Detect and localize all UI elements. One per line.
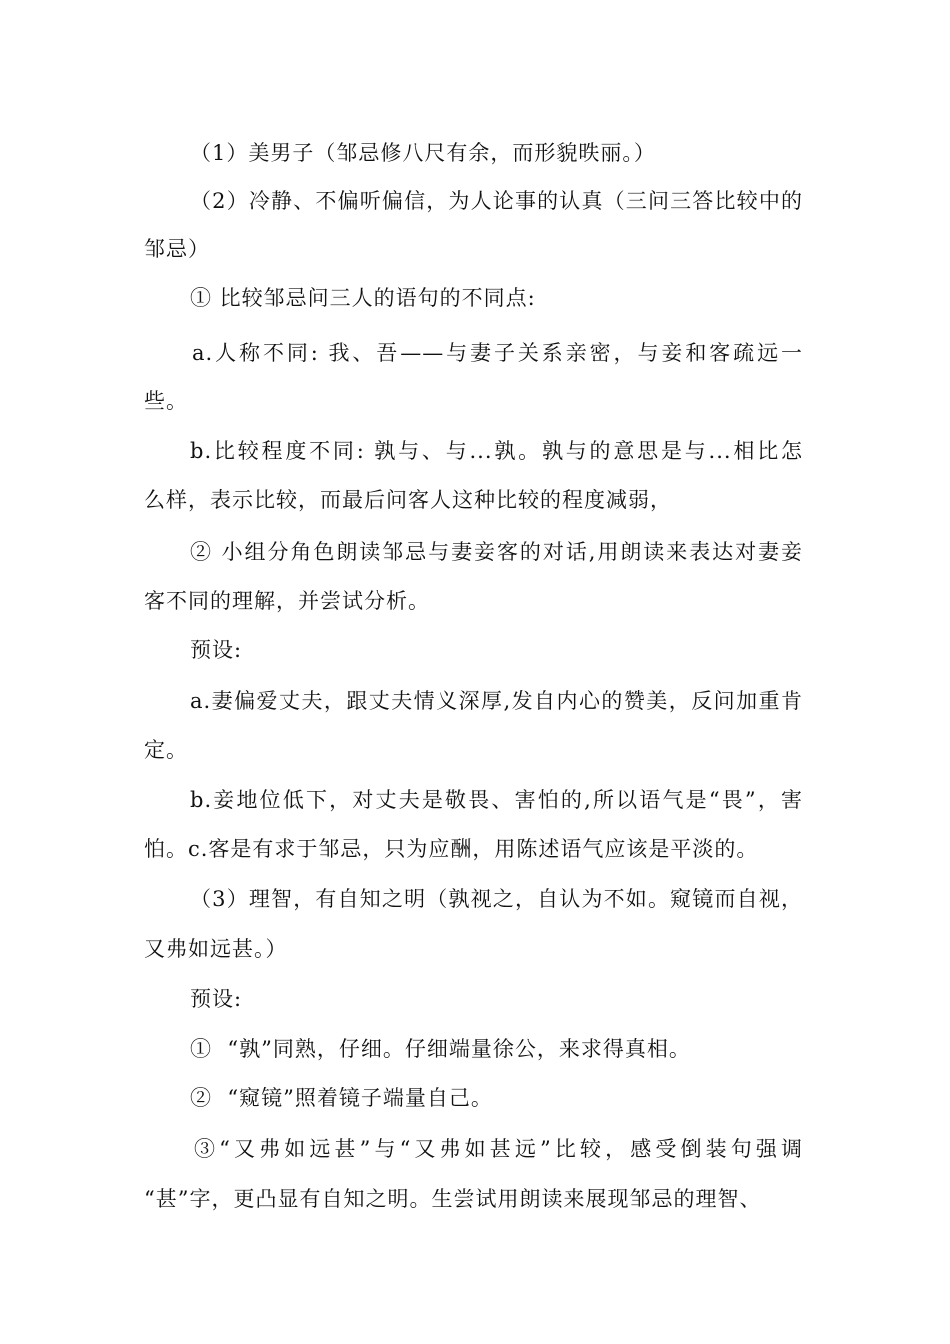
text-line-10: 客不同的理解，并尝试分析。 [144, 589, 430, 613]
text-line-1: （1）美男子（邹忌修八尺有余，而形貌昳丽。） [190, 141, 656, 165]
text-line-9: ② 小组分角色朗读邹忌与妻妾客的对话,用朗读来表达对妻妾 [190, 540, 803, 564]
text-line-20: ② “窥镜”照着镜子端量自己。 [190, 1086, 493, 1110]
text-line-12: a.妻偏爱丈夫，跟丈夫情义深厚,发自内心的赞美，反问加重肯 [190, 689, 803, 713]
text-line-17: 又弗如远甚。） [144, 937, 288, 961]
text-line-5: a.人称不同: 我、吾——与妻子关系亲密，与妾和客疏远一 [192, 341, 803, 365]
text-line-21: ③“又弗如远甚”与“又弗如甚远”比较，感受倒装句强调 [194, 1137, 803, 1161]
text-line-4: ① 比较邹忌问三人的语句的不同点: [190, 286, 536, 310]
text-line-8: 么样，表示比较，而最后问客人这种比较的程度减弱， [144, 488, 672, 512]
text-line-22: “甚”字，更凸显有自知之明。生尝试用朗读来展现邹忌的理智、 [144, 1187, 762, 1211]
text-line-2: （2）冷静、不偏听偏信，为人论事的认真（三问三答比较中的 [190, 189, 803, 213]
text-line-14: b.妾地位低下，对丈夫是敬畏、害怕的,所以语气是“畏”，害 [190, 788, 803, 812]
text-line-18: 预设: [190, 987, 243, 1011]
text-line-7: b.比较程度不同: 孰与、与...孰。孰与的意思是与...相比怎 [190, 439, 803, 463]
text-line-6: 些。 [144, 389, 188, 413]
text-line-16: （3）理智，有自知之明（孰视之，自认为不如。窥镜而自视， [190, 887, 803, 911]
text-line-11: 预设: [190, 638, 243, 662]
text-line-15: 怕。c.客是有求于邹忌，只为应酬，用陈述语气应该是平淡的。 [144, 837, 759, 861]
text-line-3: 邹忌） [144, 237, 210, 261]
text-line-13: 定。 [144, 738, 188, 762]
text-line-19: ① “孰”同熟，仔细。仔细端量徐公，来求得真相。 [190, 1037, 691, 1061]
